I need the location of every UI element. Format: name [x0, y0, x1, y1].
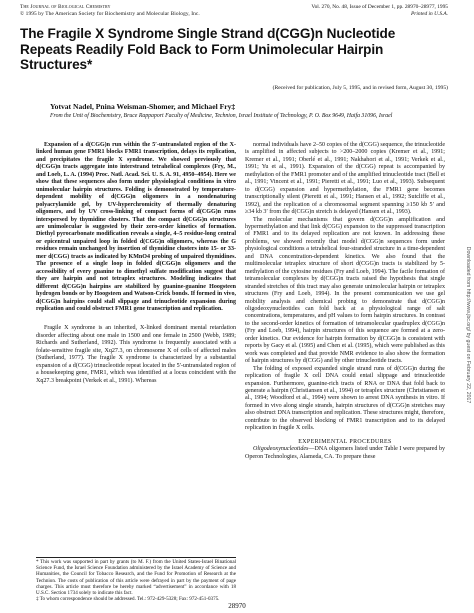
funding-footnote: * This work was supported in part by grants (to M. F.) from the United States-Israel Binational Science Fund, the Israel Science Foundation administered by the Israel Academy of Science and Humanities, the Council for Tobacco Research, and the Fund for Promotion of Research at the Technion. The costs of publication of this article were defrayed in part by the payment of page charges. This article must therefore be hereby marked “advertisement” in accordance with 18 U.S.C. Section 1734 solely to indicate this fact. — [36, 559, 236, 597]
author-list: Yotvat Nadel, Pnina Weisman-Shomer, and Michael Fry‡ — [50, 102, 236, 111]
right-column — [245, 142, 445, 461]
copyright-line: © 1995 by The American Society for Biochemistry and Molecular Biology, Inc. — [20, 10, 200, 17]
left-column — [36, 142, 236, 385]
correspondence-footnote: ‡ To whom correspondence should be addressed. Tel.: 972-429-5328; Fax: 972-451-0375. — [36, 596, 220, 603]
received-dates: (Received for publication, July 5, 1995, and in revised form, August 30, 1995) — [272, 85, 448, 91]
issue-header — [311, 4, 448, 17]
volume-info: Vol. 270, No. 48, Issue of December 1, pp. 28970–28977, 1995 — [311, 4, 448, 10]
section-heading: EXPERIMENTAL PROCEDURES — [298, 438, 392, 445]
body-paragraph: normal individuals have 2–50 copies of the d(CGG) sequence, the trinucleotide is amplified in affected subjects to >200–2000 copies (Kremer et al., 1991; Kremer et al., 1991; Oberlé et al., 1991; Nakhahori et al., 1991; Verkek et al., 1991; Yu et al., 1991). Expansion of the d(CGG) repeat is accompanied by methylation of the FMR1 promoter and of the amplified trinucleotide tract (Bell et al., 1991; Vincent et al., 1991; Pieretti et al., 1991; Luo et al., 1993). Subsequent to d(CGG) expansion and hypermethylation, the FMR1 gene becomes transcriptionally silent (Pieretti et al., 1991; Hansen et al., 1992; Sutcliffe et al., 1992), and the replication of a chromosomal segment spanning ≥150 kb 5′ and ≥34 kb 3′ from the d(CGG)n stretch is delayed (Hansen et al., 1993). — [245, 142, 445, 216]
abstract: Expansion of a d(CGG)n run within the 5′-untranslated region of the X-linked human gene FMR1 blocks FMR1 transcription, delays its replication, and precipitates the fragile X syndrome. We showed previously that d(CGG)n tracts aggregate into interstrand tetrahelical complexes (Fry, M., and Loeb, L. A. (1994) Proc. Natl. Acad. Sci. U. S. A. 91, 4950–4954). Here we show that these sequences also form under physiological conditions in vitro unimolecular hairpin structures. Folding is demonstrated by temperature-dependent mobility of d(CGG)n oligomers in a nondenaturing polyacrylamide gel, by UV-hyperchromicity of thermally denaturing oligomers, and by UV cross-linking of compact forms of d(CGG)n runs interspersed by thymidine clusters. That the compact d(CGG)n structures are unimolecular is suggested by their zero-order kinetics of formation. Diethyl pyrocarbonate modification reveals a single, 4–5 residue-long central or epicentral unpaired loop in folded d(CGG)n oligomers, whereas the G residues remain unchanged by insertion of thymidine clusters into 15- or 33-mer d(CGG) tracts as indicated by KMnO4 probing of unpaired thymidines. The presence of a single loop in folded d(CGG)n oligomers and the accessibility of every guanine to dimethyl sulfate modification suggest that they are hairpin and not tetraplex structures. Modeling indicates that different d(CGG)n hairpins are stabilized by guanine-guanine Hoogsteen hydrogen bonds or by Hoogsteen and Watson-Crick bonds. If formed in vivo, d(CGG)n hairpins could stall slippage and trinucleotide expansion during replication and could obstruct FMR1 gene transcription and replication. — [36, 142, 236, 312]
page-number: 28970 — [228, 602, 246, 610]
printed-in: Printed in U.S.A. — [411, 10, 448, 17]
body-paragraph: The molecular mechanisms that govern d(CGG)n amplification and hypermethylation and that link d(CGG) expansion to the suppressed transcription of FMR1 and to its delayed replication are not known. In addressing these problems, we showed recently that model d(CGG)n sequences form under physiological conditions a tetrahelical four-stranded structure in a time-dependent and DNA concentration-dependent kinetics. We also found that the multimolecular tetraplex structure of short d(CGG)n tracts is stabilized by 5-methylation of the cytosine residues (Fry and Loeb, 1994). The facile formation of tetramolecular complexes by d(CGG)n tracts raised the hypothesis that single stranded stretches of this tract may also generate unimolecular hairpin or tetraplex structures (Fry and Loeb, 1994). In the present communication we use gel mobility analysis and chemical probing to demonstrate that d(CGG)n oligodeoxynucleotides can fold back at a physiological range of salt concentrations, temperatures, and pH values to form hairpin structures. In contrast to the second-order kinetics of formation of tetramolecular quadruplex d(CGG)n (Fry and Loeb, 1994), hairpin structures of this sequence are formed at a zero-order kinetics. Our evidence for hairpin formation by d(CGG)n is consistent with reports by Gacy et al. (1995) and Chen et al. (1995), which were published as this work was completed and that provide NMR evidence to also show the formation of hairpin structures by d(CGG) and by other trinucleotide tracts. — [245, 216, 445, 365]
footnotes — [36, 559, 236, 602]
subsection-label: Oligodeoxynucleotides — [253, 446, 309, 453]
intro-paragraph: Fragile X syndrome is an inherited, X-linked dominant mental retardation disorder affecting about one male in 1500 and one female in 2500 (Webb, 1989; Richards and Sutherland, 1992). This syndrome is frequently associated with a folate-sensitive fragile site, Xq27.3, on chromosome X of cells of affected males (Sutherland, 1977). The fragile X syndrome is characterized by a substantial expansion of a d(CGG) trinucleotide repeat located in the 5′-untranslated region of a housekeeping gene, FMR1, which was identified at a locus coincident with the Xq27.3 breakpoint (Verkek et al., 1991). Whereas — [36, 325, 236, 384]
footnote-divider — [36, 557, 236, 558]
journal-name: The Journal of Biological Chemistry — [20, 4, 111, 10]
subsection-text: —DNA oligomers listed under Table I were prepared by Operon Technologies, Alameda, CA. To prepare these — [245, 446, 445, 460]
article-title: The Fragile X Syndrome Single Strand d(CGG)n Nucleotide Repeats Readily Fold Back to Form Unimolecular Hairpin Structures* — [20, 26, 396, 73]
affiliation: From the Unit of Biochemistry, Bruce Rappaport Faculty of Medicine, Technion, Israel Institute of Technology, P. O. Box 9649, Haifa 31096, Israel — [50, 113, 393, 119]
subsection-paragraph — [245, 446, 445, 461]
download-sidebar — [464, 175, 472, 475]
body-paragraph: The folding of exposed expanded single strand runs of d(CGG)n during the replication of fragile X cell DNA could entail slippage and trinucleotide expansion. Furthermore, guanine-rich tracts of RNA or DNA that fold back to generate a hairpin (Christiansen et al., 1994) or tetraplex structure (Christiansen et al., 1994; Woodford et al., 1994) were shown to arrest DNA synthesis in vitro. If formed in vivo along single strands, hairpin structures of d(CGG)n stretches may also obstruct DNA transcription and replication. These structures might, therefore, contribute to the observed blocking of FMR1 transcription and to its delayed replication in fragile X cells. — [245, 365, 445, 432]
download-notice[interactable]: Downloaded from http://www.jbc.org/ by guest on February 22, 2017 — [465, 246, 471, 404]
journal-header — [20, 4, 200, 17]
